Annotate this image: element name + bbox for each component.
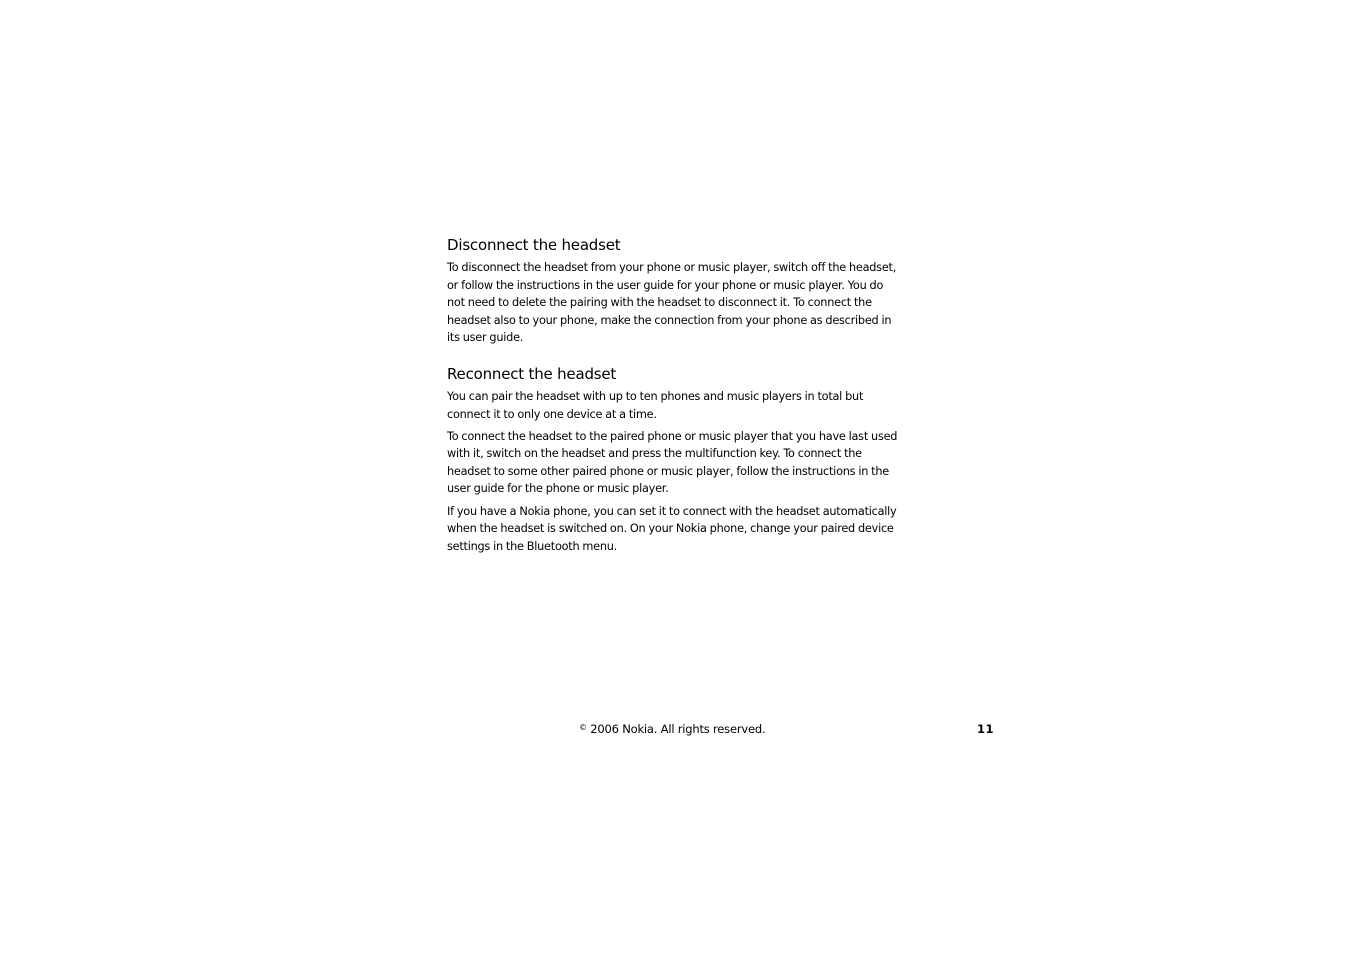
copyright-notice	[579, 722, 765, 736]
paragraph: If you have a Nokia phone, you can set it to connect with the headset automatically when the headset is switched on. On your Nokia phone, change your paired device settings in the Bluetooth menu.	[447, 504, 897, 553]
paragraph: To disconnect the headset from your phone or music player, switch off the headset, or follow the instructions in the user guide for your phone or music player. You do not need to delete the pairing with the headset to disconnect it. To connect the headset also to your phone, make the connection from your phone as described in its user guide.	[447, 261, 897, 345]
page-number: 11	[977, 722, 995, 736]
paragraph: You can pair the headset with up to ten phones and music players in total but connect it to only one device at a time.	[447, 389, 864, 421]
main-content	[447, 235, 903, 560]
section-disconnect	[447, 235, 903, 347]
section-heading: Disconnect the headset	[447, 236, 621, 254]
section-heading: Reconnect the headset	[447, 364, 617, 383]
section-reconnect	[447, 364, 903, 555]
copyright-text: 2006 Nokia. All rights reserved.	[590, 722, 766, 736]
paragraph: To connect the headset to the paired phone or music player that you have last used with it, switch on the headset and press the multifunction key. To connect the headset to some other paired phone or music player, follow the instructions in the user guide for the phone or music player.	[447, 429, 898, 496]
page-footer	[0, 722, 1351, 742]
copyright-symbol: ©	[579, 723, 587, 732]
